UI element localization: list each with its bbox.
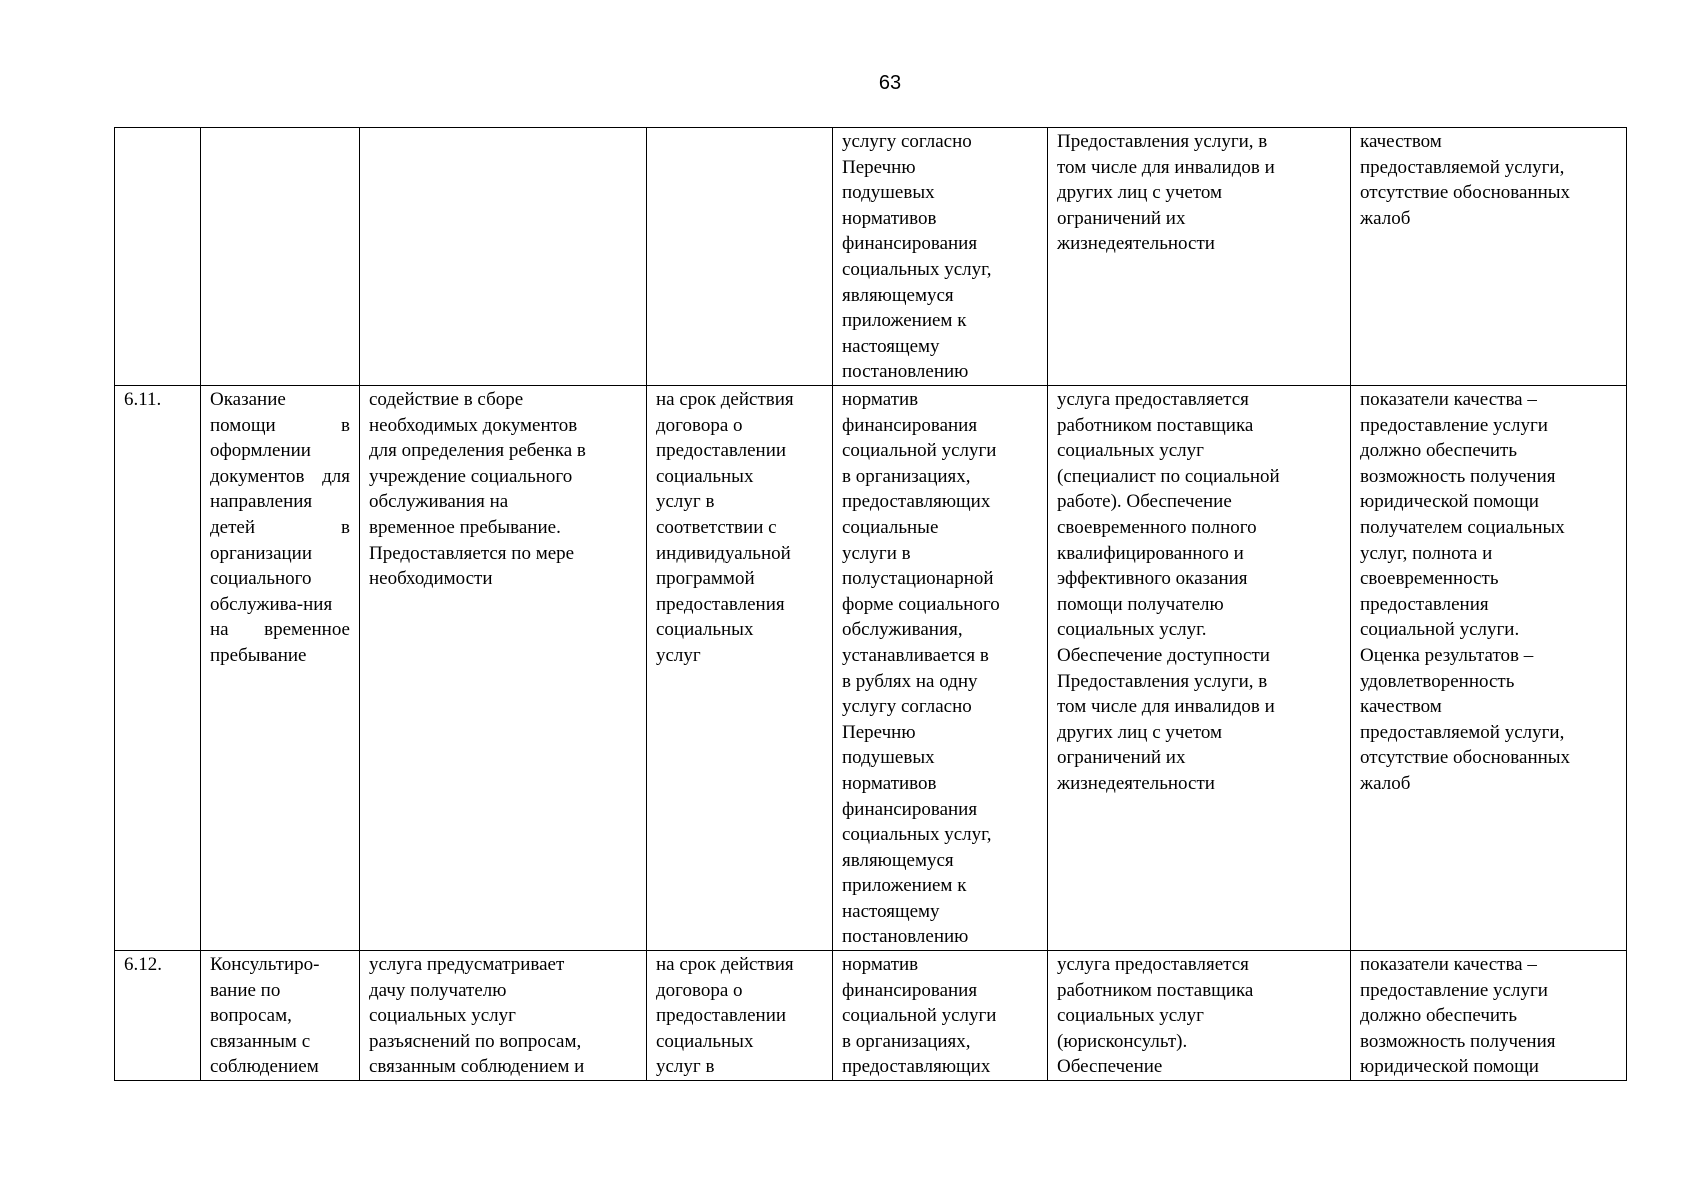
- table-row: [115, 951, 1627, 1081]
- cell-service-name: [201, 128, 360, 386]
- cell-service-content: услуга предусматривает дачу получателю социальных услуг разъяснений по вопросам, связанным соблюдением и: [360, 951, 647, 1081]
- cell-quality-indicators: показатели качества – предоставление услуги должно обеспечить возможность получения юридической помощи получателем социальных услуг, полнота и своевременность предоставления социальной услуги. Оценка результатов – удовлетворенность качеством предоставляемой услуги, отсутствие обоснованных жалоб: [1351, 386, 1627, 951]
- cell-service-name: Оказание помощи в оформлении документов для направления детей в организации социального обслужива-ния на временное пребывание: [201, 386, 360, 951]
- cell-service-content: [360, 128, 647, 386]
- cell-financing-norm: норматив финансирования социальной услуги в организациях, предоставляющих социальные услуги в полустационарной форме социального обслуживания, устанавливается в в рублях на одну услугу согласно Перечню подушевых нормативов финансирования социальных услуг, являющемуся приложением к настоящему постановлению: [833, 386, 1048, 951]
- cell-conditions: Предоставления услуги, в том числе для инвалидов и других лиц с учетом ограничений их жизнедеятельности: [1048, 128, 1351, 386]
- cell-number: [115, 128, 201, 386]
- cell-quality-indicators: качеством предоставляемой услуги, отсутствие обоснованных жалоб: [1351, 128, 1627, 386]
- cell-number: 6.12.: [115, 951, 201, 1081]
- cell-service-content: содействие в сборе необходимых документов для определения ребенка в учреждение социального обслуживания на временное пребывание. Предоставляется по мере необходимости: [360, 386, 647, 951]
- table-row: [115, 386, 1627, 951]
- page-number: 63: [878, 72, 902, 94]
- cell-conditions: услуга предоставляется работником поставщика социальных услуг (юрисконсульт). Обеспечение: [1048, 951, 1351, 1081]
- services-table: [114, 127, 1627, 1081]
- cell-number: 6.11.: [115, 386, 201, 951]
- cell-conditions: услуга предоставляется работником поставщика социальных услуг (специалист по социальной работе). Обеспечение своевременного полного квалифицированного и эффективного оказания помощи получателю социальных услуг. Обеспечение доступности Предоставления услуги, в том числе для инвалидов и других лиц с учетом ограничений их жизнедеятельности: [1048, 386, 1351, 951]
- cell-service-term: [647, 128, 833, 386]
- cell-service-term: на срок действия договора о предоставлении социальных услуг в соответствии с индивидуальной программой предоставления социальных услуг: [647, 386, 833, 951]
- cell-financing-norm: услугу согласно Перечню подушевых нормативов финансирования социальных услуг, являющемуся приложением к настоящему постановлению: [833, 128, 1048, 386]
- cell-quality-indicators: показатели качества – предоставление услуги должно обеспечить возможность получения юридической помощи: [1351, 951, 1627, 1081]
- cell-service-name: Консультиро- вание по вопросам, связанным с соблюдением: [201, 951, 360, 1081]
- table-row: [115, 128, 1627, 386]
- cell-financing-norm: норматив финансирования социальной услуги в организациях, предоставляющих: [833, 951, 1048, 1081]
- cell-service-term: на срок действия договора о предоставлении социальных услуг в: [647, 951, 833, 1081]
